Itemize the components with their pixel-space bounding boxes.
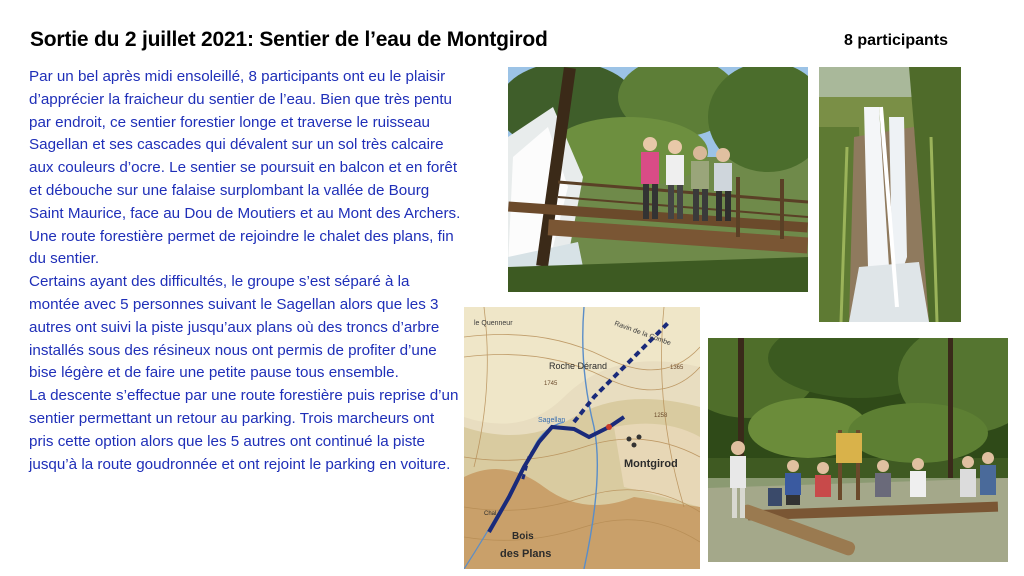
photo-topo-map [464, 307, 700, 569]
photo-hikers-bridge [508, 67, 808, 292]
map-label-roche: Roche Dérand [549, 361, 608, 371]
map-label-alt-3: 1258 [654, 413, 668, 419]
paragraph-group-split: Certains ayant des difficultés, le groupe s’est séparé à la montée avec 5 personnes suivant le Sagellan alors que les 3 autres ont suivi la piste jusqu’aux plans où des troncs d’arbre installés sous des résineux nous ont permis de profiter d’une bise légère et de faire une petite pause tous ensemble. [29, 273, 440, 382]
body-text [29, 66, 461, 476]
map-label-sagellan: Sagellan [538, 417, 566, 424]
map-label-bois: Bois [512, 531, 534, 542]
participants-count: 8 participants [844, 32, 949, 49]
photo-waterfall [819, 67, 961, 322]
paragraph-ascent: Par un bel après midi ensoleillé, 8 participants ont eu le plaisir d’apprécier la fraicheur du sentier de l’eau. Bien que très pentu par endroit, ce sentier forestier longe et traverse le ruisseau Sagellan et ses cascades qui dévalent sur un sol très calcaire aux couleurs d’ocre. Le sentier se poursuit en balcon et en forêt et débouche sur une falaise surplombant la vallée de Bourg Saint Maurice, face au Dou de Moutiers et au Mont des Archers. Une route forestière permet de rejoindre le chalet des plans, fin du sentier. [29, 68, 461, 268]
photo-group-rest [708, 338, 1008, 562]
map-label-cabin: Chal. [484, 511, 499, 517]
map-label-ravin: Ravin de la Combe [613, 320, 672, 348]
map-label-alt-1: 1745 [544, 381, 558, 387]
map-label-village: Montgirod [624, 458, 678, 470]
map-label-alt-2: 1365 [670, 365, 684, 371]
map-label-plans: des Plans [500, 548, 552, 560]
paragraph-descent: La descente s’effectue par une route forestière puis reprise d’un sentier permettant un retour au parking. Trois marcheurs ont pris cette option alors que les 5 autres ont continué la piste jusqu’à la route goudronnée et ont rejoint le parking en voiture. [29, 387, 459, 473]
map-label-quenneur: le Quenneur [474, 320, 513, 327]
slide-title: Sortie du 2 juillet 2021: Sentier de l’eau de Montgirod [30, 28, 548, 51]
